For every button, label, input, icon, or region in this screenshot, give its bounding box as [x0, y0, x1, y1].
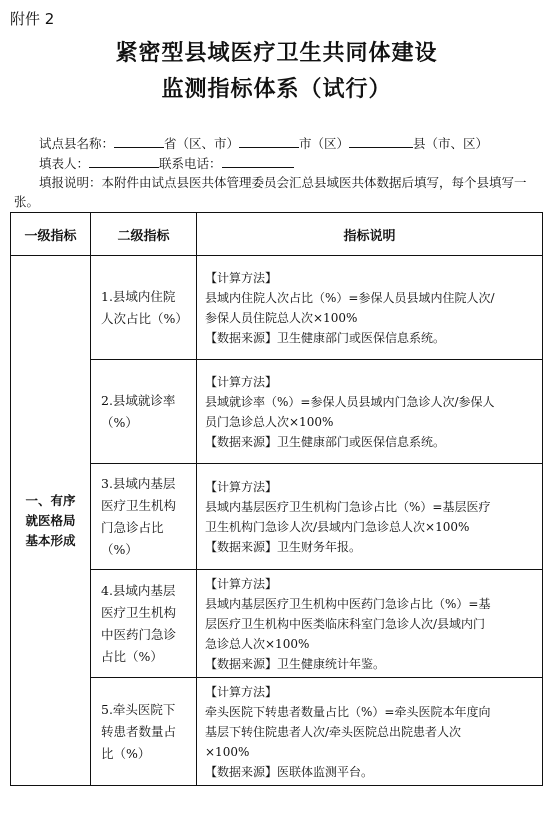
header-description: 指标说明: [197, 213, 543, 256]
indicator-line: （%）: [101, 541, 138, 557]
source-line: [205, 432, 534, 452]
source-line: [205, 328, 534, 348]
method-line: 牵头医院下转患者数量占比（%）=牵头医院本年度向: [205, 704, 491, 719]
method-line: 基层下转住院患者人次/牵头医院总出院患者人次: [205, 724, 462, 739]
method-line: 参保人员住院总人次×100%: [205, 310, 358, 325]
table-row: [11, 570, 543, 678]
source-line: [205, 762, 534, 782]
county-name-line: [14, 134, 544, 153]
method-line: ×100%: [205, 744, 250, 759]
level1-line: 基本形成: [25, 532, 76, 548]
table-row: [11, 464, 543, 570]
level2-indicator: [91, 570, 197, 678]
method-label: 【计算方法】: [205, 576, 278, 591]
filler-label: 填表人：: [39, 156, 90, 171]
source-text: 医联体监测平台。: [277, 764, 374, 779]
method-line: 县域内住院人次占比（%）=参保人员县域内住院人次/: [205, 290, 495, 305]
method-label: 【计算方法】: [205, 374, 278, 389]
source-label: 【数据来源】: [205, 434, 278, 449]
level2-indicator: [91, 464, 197, 570]
method-line: 县域内基层医疗卫生机构中医药门急诊占比（%）=基: [205, 596, 491, 611]
level1-line: 一、有序: [25, 492, 76, 508]
indicator-description: [197, 678, 543, 786]
level1-indicator: [11, 256, 91, 786]
province-suffix: 省（区、市）: [164, 136, 240, 151]
indicator-line: 1.县域内住院: [101, 288, 176, 304]
filler-blank[interactable]: [89, 154, 159, 168]
phone-label: 联系电话：: [159, 156, 222, 171]
header-level2: 二级指标: [91, 213, 197, 256]
level2-indicator: [91, 360, 197, 464]
indicator-line: 转患者数量占: [101, 723, 177, 739]
method-line: 卫生机构门急诊人次/县域内门急诊总人次×100%: [205, 519, 470, 534]
method-line: 急诊总人次×100%: [205, 636, 310, 651]
indicator-line: 人次占比（%）: [101, 310, 188, 326]
indicator-line: 2.县域就诊率: [101, 392, 176, 408]
attachment-label: 附件 2: [10, 10, 55, 28]
level2-indicator: [91, 678, 197, 786]
indicator-line: 4.县域内基层: [101, 582, 176, 598]
indicator-table: [10, 212, 543, 786]
method-line: 员门急诊总人次×100%: [205, 414, 334, 429]
table-row: [11, 678, 543, 786]
indicator-line: 中医药门急诊: [101, 626, 177, 642]
method-label: 【计算方法】: [205, 479, 278, 494]
table-row: [11, 256, 543, 360]
phone-blank[interactable]: [222, 154, 294, 168]
method-line: 层医疗卫生机构中医类临床科室门急诊人次/县域内门: [205, 616, 486, 631]
page-subtitle: 监测指标体系（试行）: [161, 77, 392, 102]
fill-instructions: 填报说明：本附件由试点县医共体管理委员会汇总县域医共体数据后填写，每个县填写一张。: [14, 175, 527, 209]
source-label: 【数据来源】: [205, 539, 278, 554]
indicator-description: [197, 256, 543, 360]
city-suffix: 市（区）: [299, 136, 350, 151]
indicator-line: 5.牵头医院下: [101, 701, 176, 717]
source-line: [205, 537, 534, 557]
indicator-line: 占比（%）: [101, 648, 163, 664]
method-label: 【计算方法】: [205, 270, 278, 285]
source-text: 卫生健康部门或医保信息系统。: [277, 434, 446, 449]
city-blank[interactable]: [239, 134, 299, 148]
source-text: 卫生财务年报。: [277, 539, 362, 554]
method-line: 县域内基层医疗卫生机构门急诊占比（%）=基层医疗: [205, 499, 491, 514]
county-label: 试点县名称：: [39, 136, 115, 151]
header-level1: 一级指标: [11, 213, 91, 256]
county-blank[interactable]: [349, 134, 413, 148]
table-header-row: [11, 213, 543, 256]
indicator-line: 门急诊占比: [101, 519, 164, 535]
table-row: [11, 360, 543, 464]
source-label: 【数据来源】: [205, 656, 278, 671]
method-label: 【计算方法】: [205, 684, 278, 699]
level2-indicator: [91, 256, 197, 360]
indicator-line: （%）: [101, 414, 138, 430]
indicator-description: [197, 464, 543, 570]
level1-line: 就医格局: [25, 512, 76, 528]
source-text: 卫生健康统计年鉴。: [277, 656, 386, 671]
indicator-description: [197, 360, 543, 464]
source-label: 【数据来源】: [205, 330, 278, 345]
indicator-description: [197, 570, 543, 678]
indicator-line: 3.县域内基层: [101, 475, 176, 491]
indicator-line: 医疗卫生机构: [101, 604, 177, 620]
source-text: 卫生健康部门或医保信息系统。: [277, 330, 446, 345]
province-blank[interactable]: [114, 134, 164, 148]
filler-line: [14, 154, 544, 173]
county-suffix: 县（市、区）: [413, 136, 489, 151]
source-line: [205, 654, 534, 674]
indicator-line: 比（%）: [101, 745, 151, 761]
method-line: 县域就诊率（%）=参保人员县域内门急诊人次/参保人: [205, 394, 495, 409]
indicator-line: 医疗卫生机构: [101, 497, 177, 513]
source-label: 【数据来源】: [205, 764, 278, 779]
page-title: 紧密型县域医疗卫生共同体建设: [115, 41, 438, 66]
